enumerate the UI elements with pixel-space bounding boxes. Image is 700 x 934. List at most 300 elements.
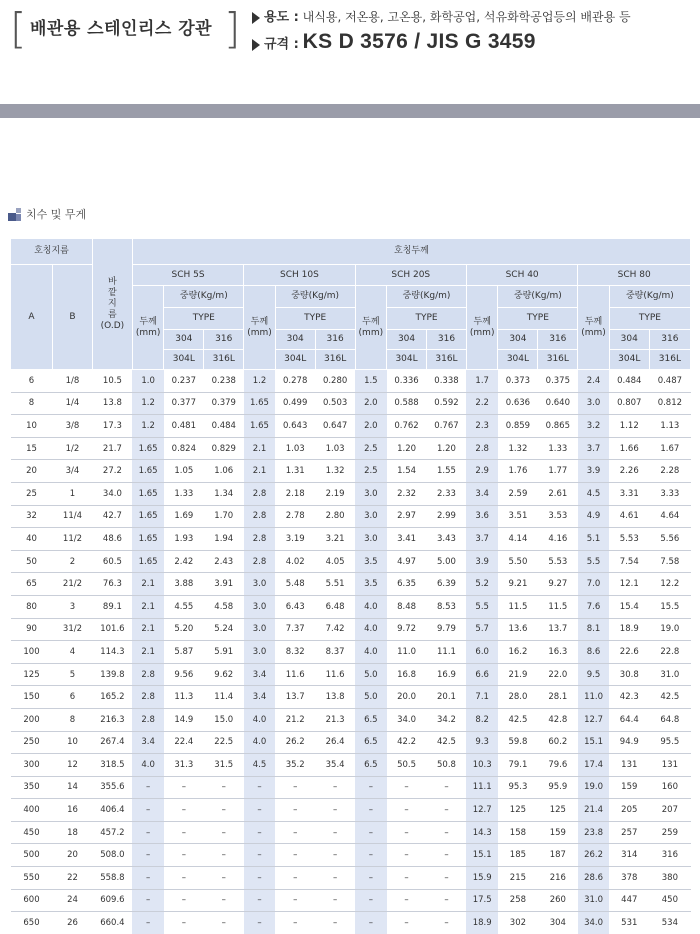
table-cell: 1.20 <box>427 437 467 460</box>
table-row <box>11 776 691 799</box>
table-cell: 215 <box>498 867 538 890</box>
table-cell: – <box>387 776 427 799</box>
table-cell: 2.28 <box>649 460 690 483</box>
table-cell: 16.3 <box>538 641 578 664</box>
table-cell: 0.336 <box>387 370 427 393</box>
table-cell: 11.5 <box>538 595 578 618</box>
table-cell: 660.4 <box>100 918 125 929</box>
table-cell: – <box>164 799 204 822</box>
table-cell: 2.1 <box>244 437 276 460</box>
table-cell: 0.377 <box>164 392 204 415</box>
table-cell: 0.278 <box>275 370 315 393</box>
table-cell: 7.37 <box>275 618 315 641</box>
table-cell: 26.4 <box>315 731 355 754</box>
table-cell: 1.55 <box>427 460 467 483</box>
table-cell: 4.58 <box>204 595 244 618</box>
table-cell: 5.53 <box>538 550 578 573</box>
table-cell: 15.0 <box>204 708 244 731</box>
table-cell: 6.48 <box>315 595 355 618</box>
table-cell: 4.0 <box>244 708 276 731</box>
table-cell: 114.3 <box>92 641 132 664</box>
table-cell: 24 <box>53 889 93 912</box>
type-316l-header-10s: 316L <box>315 350 355 370</box>
table-cell: – <box>404 918 409 929</box>
type-316-header-5s: 316 <box>204 330 244 350</box>
table-cell: 12 <box>53 754 93 777</box>
dimension-weight-table <box>10 238 691 934</box>
table-cell: 2.61 <box>538 482 578 505</box>
table-cell: 22 <box>53 867 93 890</box>
table-cell: 1.67 <box>649 437 690 460</box>
section-heading <box>8 206 86 222</box>
table-cell: – <box>315 844 355 867</box>
table-cell: 4.0 <box>132 754 164 777</box>
table-row <box>11 889 691 912</box>
table-cell: – <box>164 889 204 912</box>
table-cell: – <box>355 844 387 867</box>
table-cell: 21.7 <box>92 437 132 460</box>
type-316l-header-20s: 316L <box>427 350 467 370</box>
table-cell: 3.31 <box>609 482 649 505</box>
table-cell: – <box>293 918 298 929</box>
table-cell: 65 <box>11 573 53 596</box>
table-cell: – <box>132 889 164 912</box>
table-cell: – <box>355 912 387 934</box>
table-cell: – <box>355 889 387 912</box>
table-cell: – <box>132 912 164 934</box>
table-cell: 3.4 <box>244 686 276 709</box>
table-cell: 5.20 <box>164 618 204 641</box>
table-cell: 216.3 <box>92 708 132 731</box>
table-cell: 1.13 <box>649 415 690 438</box>
table-cell: – <box>315 867 355 890</box>
table-cell: – <box>164 844 204 867</box>
table-cell: 14.3 <box>466 821 498 844</box>
table-cell: 158 <box>498 821 538 844</box>
table-cell: 13.6 <box>498 618 538 641</box>
table-cell: 0.807 <box>609 392 649 415</box>
table-cell: 21.3 <box>315 708 355 731</box>
table-row <box>11 641 691 664</box>
nominal-thickness-header: 호칭두께 <box>132 239 690 265</box>
table-cell: 2.8 <box>244 528 276 551</box>
table-cell: 4.64 <box>649 505 690 528</box>
table-cell: 20 <box>11 460 53 483</box>
table-cell: 31/2 <box>53 618 93 641</box>
table-cell: 508.0 <box>92 844 132 867</box>
type-304-header-5s: 304 <box>164 330 204 350</box>
table-cell: 3.43 <box>427 528 467 551</box>
table-cell: 18.9 <box>609 618 649 641</box>
table-cell: 20.0 <box>387 686 427 709</box>
table-cell: 20 <box>53 844 93 867</box>
table-cell: 17.4 <box>578 754 610 777</box>
table-cell: 1.65 <box>244 392 276 415</box>
table-cell: 3.0 <box>355 528 387 551</box>
table-cell: 1.32 <box>498 437 538 460</box>
table-cell: 6.5 <box>355 754 387 777</box>
thickness-header-40: 두께 (mm) <box>466 286 498 370</box>
table-cell: 0.640 <box>538 392 578 415</box>
table-cell: 59.8 <box>498 731 538 754</box>
usage-value: 내식용, 저온용, 고온용, 화학공업, 석유화학공업등의 배관용 등 <box>302 10 631 24</box>
table-cell: 0.338 <box>427 370 467 393</box>
table-cell: – <box>244 821 276 844</box>
table-cell: 5.0 <box>355 663 387 686</box>
table-cell: 3.7 <box>466 528 498 551</box>
table-cell: 1.33 <box>538 437 578 460</box>
table-cell: 8.6 <box>578 641 610 664</box>
table-cell: – <box>132 776 164 799</box>
table-cell: 457.2 <box>92 821 132 844</box>
table-cell: – <box>244 912 276 934</box>
type-316-header-80: 316 <box>649 330 690 350</box>
table-cell: 42.2 <box>387 731 427 754</box>
type-316l-header-40: 316L <box>538 350 578 370</box>
table-row <box>11 550 691 573</box>
sch-5s-header: SCH 5S <box>132 265 243 286</box>
table-row <box>11 731 691 754</box>
table-cell: 6.39 <box>427 573 467 596</box>
table-cell: 165.2 <box>92 686 132 709</box>
table-cell: 300 <box>11 754 53 777</box>
table-cell: 531 <box>621 918 638 929</box>
table-cell: 1.65 <box>132 437 164 460</box>
table-cell: 8.2 <box>466 708 498 731</box>
type-header-40: TYPE <box>498 308 578 330</box>
table-cell: 609.6 <box>92 889 132 912</box>
weight-header-80: 중량(Kg/m) <box>609 286 690 308</box>
table-cell: 50 <box>11 550 53 573</box>
table-cell: – <box>355 776 387 799</box>
triangle-bullet-icon <box>252 39 260 51</box>
table-cell: 3.51 <box>498 505 538 528</box>
table-cell: 150 <box>11 686 53 709</box>
table-cell: – <box>204 844 244 867</box>
table-cell: 2.26 <box>609 460 649 483</box>
table-cell: 3.5 <box>355 550 387 573</box>
table-cell: 5.56 <box>649 528 690 551</box>
table-cell: 0.865 <box>538 415 578 438</box>
table-cell: 8.48 <box>387 595 427 618</box>
table-cell: 1.76 <box>498 460 538 483</box>
table-cell: 21.2 <box>275 708 315 731</box>
table-cell: 2.8 <box>132 686 164 709</box>
table-cell: 3.6 <box>466 505 498 528</box>
table-cell: 10.3 <box>466 754 498 777</box>
table-cell: 2.8 <box>466 437 498 460</box>
table-cell: 11.1 <box>466 776 498 799</box>
table-cell: 11.0 <box>387 641 427 664</box>
table-cell: – <box>132 799 164 822</box>
table-cell: 4.97 <box>387 550 427 573</box>
table-cell: 0.647 <box>315 415 355 438</box>
table-cell: – <box>427 821 467 844</box>
table-body <box>11 370 691 934</box>
table-cell: 7.6 <box>578 595 610 618</box>
table-cell: 16.2 <box>498 641 538 664</box>
table-cell: 2.5 <box>355 437 387 460</box>
table-cell: 1.31 <box>275 460 315 483</box>
table-cell: 1.20 <box>387 437 427 460</box>
table-cell: – <box>355 867 387 890</box>
table-cell: 22.0 <box>538 663 578 686</box>
standard-value: KS D 3576 / JIS G 3459 <box>302 30 536 53</box>
table-row <box>11 573 691 596</box>
table-cell: 139.8 <box>92 663 132 686</box>
table-cell: – <box>275 867 315 890</box>
table-cell: 79.1 <box>498 754 538 777</box>
table-cell: 13.7 <box>538 618 578 641</box>
table-cell: 3.7 <box>578 437 610 460</box>
table-cell: – <box>275 821 315 844</box>
table-cell: 2.8 <box>132 708 164 731</box>
table-cell: 26 <box>67 918 78 929</box>
table-cell: 22.4 <box>164 731 204 754</box>
table-cell: 7.54 <box>609 550 649 573</box>
type-304l-header-10s: 304L <box>275 350 315 370</box>
table-cell: 500 <box>11 844 53 867</box>
table-cell: 31.0 <box>649 663 690 686</box>
type-304-header-80: 304 <box>609 330 649 350</box>
table-cell: – <box>332 918 338 929</box>
table-row <box>11 844 691 867</box>
table-cell: 3.4 <box>132 731 164 754</box>
table-cell: 20.1 <box>427 686 467 709</box>
table-cell: 21/2 <box>53 573 93 596</box>
table-cell: 89.1 <box>92 595 132 618</box>
table-cell: 3.9 <box>466 550 498 573</box>
squares-bullet-icon <box>8 208 22 222</box>
table-cell: – <box>181 918 186 929</box>
type-304-header-40: 304 <box>498 330 538 350</box>
table-cell: – <box>244 889 276 912</box>
table-cell: 18.9 <box>466 912 498 934</box>
table-cell: 1.32 <box>315 460 355 483</box>
table-cell: 3.0 <box>244 641 276 664</box>
table-cell: 1.12 <box>609 415 649 438</box>
table-cell: 3.19 <box>275 528 315 551</box>
table-cell: – <box>204 867 244 890</box>
weight-header-5s: 중량(Kg/m) <box>164 286 244 308</box>
table-cell: 1.94 <box>204 528 244 551</box>
table-cell: – <box>315 776 355 799</box>
table-cell: – <box>387 867 427 890</box>
table-cell: 7.0 <box>578 573 610 596</box>
table-cell: – <box>315 799 355 822</box>
table-cell: 34.0 <box>92 482 132 505</box>
table-cell: 8.37 <box>315 641 355 664</box>
table-cell: 260 <box>538 889 578 912</box>
table-cell: 3.0 <box>244 618 276 641</box>
table-cell: 1.93 <box>164 528 204 551</box>
table-cell: 450 <box>11 821 53 844</box>
table-cell: 100 <box>11 641 53 664</box>
table-cell: 31.5 <box>204 754 244 777</box>
col-a-header: A <box>11 265 53 370</box>
table-cell: 380 <box>649 867 690 890</box>
table-cell: 2.42 <box>164 550 204 573</box>
table-row <box>11 867 691 890</box>
table-row <box>11 618 691 641</box>
table-cell: 159 <box>609 776 649 799</box>
table-cell: 2.19 <box>315 482 355 505</box>
table-cell: 95.5 <box>649 731 690 754</box>
usage-line <box>252 6 631 25</box>
table-cell: 11.4 <box>204 686 244 709</box>
table-cell: 9.3 <box>466 731 498 754</box>
table-cell: 3.41 <box>387 528 427 551</box>
table-cell: 25 <box>11 482 53 505</box>
table-cell: – <box>132 867 164 890</box>
table-cell: 2.1 <box>132 641 164 664</box>
table-cell: 6.5 <box>355 731 387 754</box>
table-cell: 2.0 <box>355 415 387 438</box>
table-cell: – <box>164 867 204 890</box>
type-header-80: TYPE <box>609 308 690 330</box>
table-cell: 11.6 <box>315 663 355 686</box>
table-cell: – <box>244 844 276 867</box>
standard-label: 규격 : <box>264 37 299 52</box>
table-cell: 3.53 <box>538 505 578 528</box>
table-cell: 205 <box>609 799 649 822</box>
table-cell: 2.78 <box>275 505 315 528</box>
table-cell: 2.99 <box>427 505 467 528</box>
type-304l-header-40: 304L <box>498 350 538 370</box>
table-cell: 3 <box>53 595 93 618</box>
table-cell: 95.3 <box>498 776 538 799</box>
table-cell: 101.6 <box>92 618 132 641</box>
table-cell: 15.5 <box>649 595 690 618</box>
table-cell: 30.8 <box>609 663 649 686</box>
table-cell: 0.588 <box>387 392 427 415</box>
table-cell: 400 <box>11 799 53 822</box>
table-cell: 1.2 <box>244 370 276 393</box>
table-cell: 5.1 <box>578 528 610 551</box>
table-cell: 1.5 <box>355 370 387 393</box>
table-cell: 355.6 <box>92 776 132 799</box>
table-cell: 9.5 <box>578 663 610 686</box>
table-cell: – <box>204 821 244 844</box>
table-cell: 1/4 <box>53 392 93 415</box>
usage-label: 용도 : <box>264 10 299 25</box>
table-cell: 2.0 <box>355 392 387 415</box>
table-cell: – <box>132 821 164 844</box>
table-cell: 6.6 <box>466 663 498 686</box>
table-cell: 9.27 <box>538 573 578 596</box>
table-cell: – <box>275 776 315 799</box>
table-cell: 2.1 <box>132 595 164 618</box>
standard-line <box>252 30 536 54</box>
table-cell: 125 <box>11 663 53 686</box>
table-cell: 0.767 <box>427 415 467 438</box>
table-cell: 5 <box>53 663 93 686</box>
table-cell: 5.48 <box>275 573 315 596</box>
table-cell: 15 <box>11 437 53 460</box>
table-cell: 1.65 <box>132 505 164 528</box>
table-cell: 5.87 <box>164 641 204 664</box>
table-cell: 48.6 <box>92 528 132 551</box>
table-cell: – <box>164 776 204 799</box>
table-cell: 207 <box>649 799 690 822</box>
table-cell: 200 <box>11 708 53 731</box>
table-cell: 42.8 <box>538 708 578 731</box>
table-cell: 79.6 <box>538 754 578 777</box>
table-cell: 1 <box>53 482 93 505</box>
table-cell: 3.4 <box>466 482 498 505</box>
table-cell: 5.2 <box>466 573 498 596</box>
product-title: 배관용 스테인리스 강관 <box>30 19 213 39</box>
sch-80-header: SCH 80 <box>578 265 691 286</box>
table-cell: 21.9 <box>498 663 538 686</box>
table-cell: 4.16 <box>538 528 578 551</box>
table-row <box>11 437 691 460</box>
table-cell: – <box>427 844 467 867</box>
table-cell: 13.8 <box>315 686 355 709</box>
table-cell: – <box>387 799 427 822</box>
table-cell: 5.5 <box>466 595 498 618</box>
table-row <box>11 482 691 505</box>
table-cell: 0.238 <box>204 370 244 393</box>
table-cell: 0.812 <box>649 392 690 415</box>
table-cell: – <box>244 867 276 890</box>
table-cell: 2.8 <box>244 482 276 505</box>
table-cell: 1.03 <box>315 437 355 460</box>
table-cell: 3.33 <box>649 482 690 505</box>
table-cell: 16.9 <box>427 663 467 686</box>
table-cell: 3.88 <box>164 573 204 596</box>
table-row <box>11 505 691 528</box>
header <box>0 0 700 118</box>
table-cell: 22.6 <box>609 641 649 664</box>
table-cell: 34.0 <box>387 708 427 731</box>
table-cell: 14.9 <box>164 708 204 731</box>
table-cell: 28.6 <box>578 867 610 890</box>
sch-20s-header: SCH 20S <box>355 265 466 286</box>
table-cell: 2.9 <box>466 460 498 483</box>
table-row <box>11 370 691 393</box>
table-cell: 34.0 <box>578 912 610 934</box>
table-cell: 0.499 <box>275 392 315 415</box>
table-cell: 4.14 <box>498 528 538 551</box>
table-cell: 2.5 <box>355 460 387 483</box>
table-cell: 42.5 <box>498 708 538 731</box>
table-cell: 5.0 <box>355 686 387 709</box>
table-cell: – <box>275 799 315 822</box>
table-cell: 1.66 <box>609 437 649 460</box>
table-cell: 1.69 <box>164 505 204 528</box>
outer-diameter-header: 바 깥 지 름 (O.D) <box>92 239 132 370</box>
table-cell: 0.484 <box>204 415 244 438</box>
table-cell: 216 <box>538 867 578 890</box>
table-cell: – <box>355 799 387 822</box>
table-cell: 4.02 <box>275 550 315 573</box>
weight-header-40: 중량(Kg/m) <box>498 286 578 308</box>
table-cell: 15.1 <box>466 844 498 867</box>
type-304l-header-80: 304L <box>609 350 649 370</box>
table-cell: 26.2 <box>578 844 610 867</box>
table-cell: 64.4 <box>609 708 649 731</box>
type-304l-header-20s: 304L <box>387 350 427 370</box>
table-cell: 76.3 <box>92 573 132 596</box>
table-cell: 11/4 <box>53 505 93 528</box>
table-cell: 3.0 <box>244 573 276 596</box>
table-cell: 9.56 <box>164 663 204 686</box>
table-cell: 450 <box>649 889 690 912</box>
table-cell: 2.59 <box>498 482 538 505</box>
table-cell: 1.65 <box>132 550 164 573</box>
table-cell: 5.5 <box>578 550 610 573</box>
